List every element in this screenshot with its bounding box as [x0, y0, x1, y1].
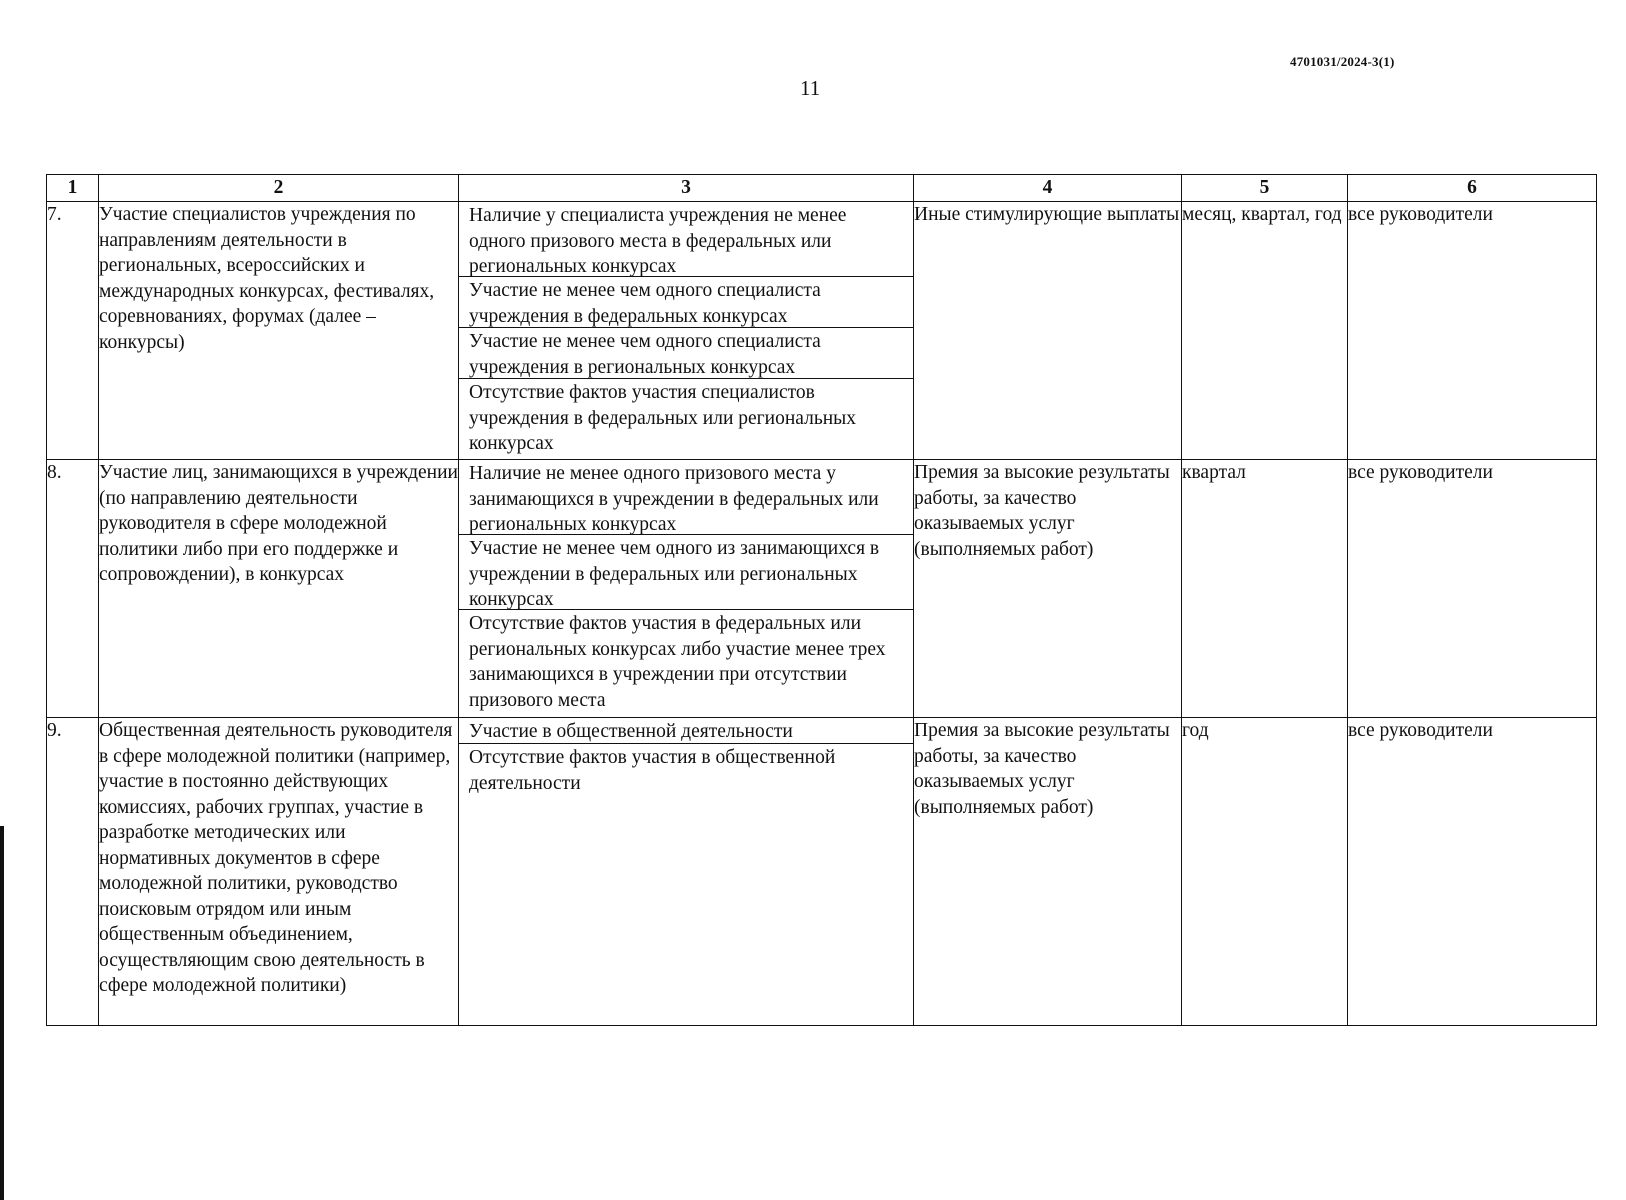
column-header-6: 6: [1348, 175, 1597, 202]
table-row: [47, 718, 1597, 1026]
applies-to-cell: все руководители: [1348, 460, 1597, 718]
table-row: [47, 460, 1597, 718]
payment-type-cell: Иные стимулирующие выплаты: [914, 202, 1182, 460]
column-header-3: 3: [459, 175, 914, 202]
criterion: Наличие не менее одного призового места у занимающихся в учреждении в федеральных или региональных конкурсах: [459, 460, 913, 535]
document-number: 4701031/2024-3(1): [1290, 54, 1395, 69]
criterion: Участие не менее чем одного из занимающихся в учреждении в федеральных или региональных конкурсах: [459, 535, 913, 610]
indicator-cell: Общественная деятельность руководителя в сфере молодежной политики (например, участие в постоянно действующих комиссиях, рабочих группах, участие в разработке методических или нормативных документов в сфере молодежной политики, руководство поисковым отрядом или иным общественным объединением, осуществляющим свою деятельность в сфере молодежной политики): [99, 718, 459, 1026]
period-cell: год: [1182, 718, 1348, 1026]
row-number: 8.: [47, 460, 99, 718]
indicator-cell: Участие лиц, занимающихся в учреждении (по направлению деятельности руководителя в сфере молодежной политики либо при его поддержке и сопровождении), в конкурсах: [99, 460, 459, 718]
criterion: Отсутствие фактов участия специалистов учреждения в федеральных или региональных конкурсах: [469, 382, 857, 454]
criterion: Наличие у специалиста учреждения не менее одного призового места в федеральных или региональных конкурсах: [459, 202, 913, 277]
column-header-4: 4: [914, 175, 1182, 202]
criterion: Отсутствие фактов участия в общественной деятельности: [469, 747, 836, 794]
period-cell: месяц, квартал, год: [1182, 202, 1348, 460]
payment-type-cell: Премия за высокие результаты работы, за качество оказываемых услуг (выполняемых работ): [914, 460, 1182, 718]
column-header-5: 5: [1182, 175, 1348, 202]
criteria-table: [46, 174, 1597, 1026]
criterion: Участие не менее чем одного специалиста учреждения в региональных конкурсах: [459, 328, 913, 379]
page-number: 11: [800, 76, 821, 100]
row-number: 7.: [47, 202, 99, 460]
table-header-row: [47, 175, 1597, 202]
column-header-1: 1: [47, 175, 99, 202]
period-cell: квартал: [1182, 460, 1348, 718]
payment-type-cell: Премия за высокие результаты работы, за качество оказываемых услуг (выполняемых работ): [914, 718, 1182, 1026]
column-header-2: 2: [99, 175, 459, 202]
criterion: Участие не менее чем одного специалиста учреждения в федеральных конкурсах: [459, 277, 913, 328]
criterion: Отсутствие фактов участия в федеральных или региональных конкурсах либо участие менее трех занимающихся в учреждении при отсутствии призового места: [469, 613, 886, 711]
table-row: [47, 202, 1597, 460]
scan-edge-mark: [0, 826, 4, 1200]
indicator-cell: Участие специалистов учреждения по направлениям деятельности в региональных, всероссийских и международных конкурсах, фестивалях, соревнованиях, форумах (далее – конкурсы): [99, 202, 459, 460]
criteria-cell: [459, 718, 914, 1026]
row-number: 9.: [47, 718, 99, 1026]
applies-to-cell: все руководители: [1348, 718, 1597, 1026]
applies-to-cell: все руководители: [1348, 202, 1597, 460]
criteria-cell: [459, 460, 914, 718]
criteria-cell: [459, 202, 914, 460]
criterion: Участие в общественной деятельности: [459, 718, 913, 744]
